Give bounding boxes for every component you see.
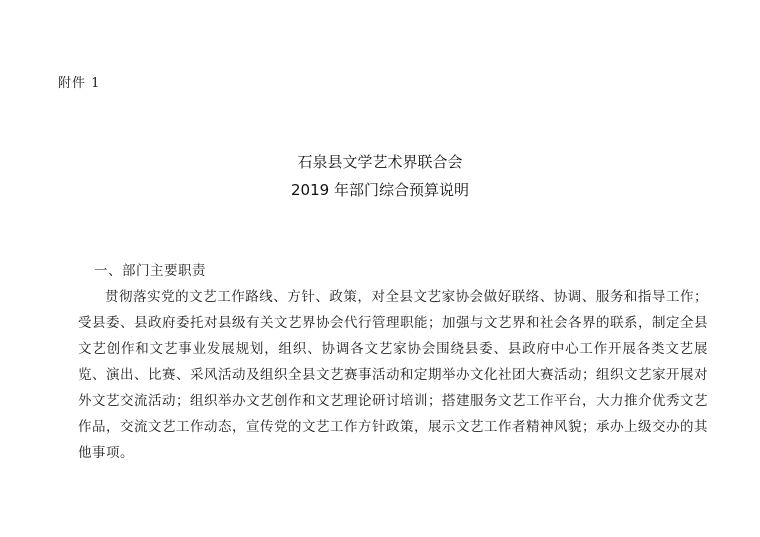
title-organization: 石泉县文学艺术界联合会 xyxy=(297,153,463,171)
section-body-paragraph: 贯彻落实党的文艺工作路线、方针、政策，对全县文艺家协会做好联络、协调、服务和指导工作；受县委、县政府委托对县级有关文艺界协会代行管理职能；加强与文艺界和社会各界的联系，制定全县文艺创作和文艺事业发展规划，组织、协调各文艺家协会围绕县委、县政府中心工作开展各类文艺展览、演出、比赛、采风活动及组织全县文艺赛事活动和定期举办文化社团大赛活动；组织文艺家开展对外文艺交流活动；组织举办文艺创作和文艺理论研讨培训；搭建服务文艺工作平台，大力推介优秀文艺作品，交流文艺工作动态，宣传党的文艺工作方针政策，展示文艺工作者精神风貌；承办上级交办的其他事项。 xyxy=(78,289,708,461)
section-heading: 一、部门主要职责 xyxy=(94,263,206,279)
section-main-duties xyxy=(78,258,708,466)
attachment-label: 附件 1 xyxy=(58,76,101,91)
document-title xyxy=(0,148,760,204)
title-budget-description: 2019 年部门综合预算说明 xyxy=(291,181,469,199)
